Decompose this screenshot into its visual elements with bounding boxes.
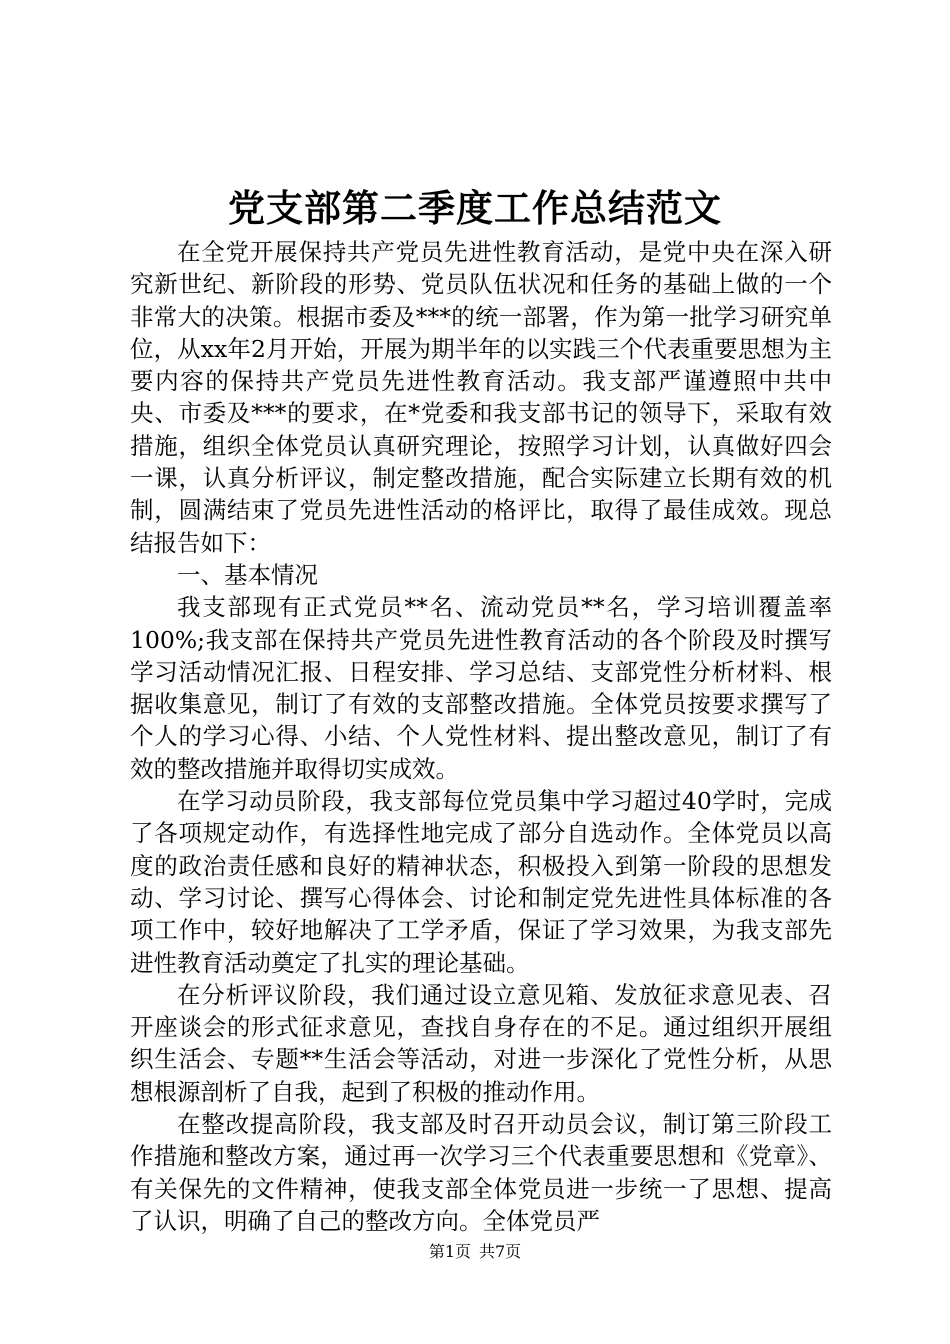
paragraph-analysis-review: 在分析评议阶段，我们通过设立意见箱、发放征求意见表、召开座谈会的形式征求意见，查找自身存在的不足。通过组织开展组织生活会、专题**生活会等活动，对进一步深化了党性分析，从思想根源剖析了自我，起到了积极的推动作用。 [130, 980, 832, 1106]
paragraph-rectification: 在整改提高阶段，我支部及时召开动员会议，制订第三阶段工作措施和整改方案，通过再一次学习三个代表重要思想和《党章》、有关保先的文件精神，使我支部全体党员进一步统一了思想、提高了认识，明确了自己的整改方向。全体党员严 [130, 1110, 832, 1235]
page-number: 第1页 [428, 1242, 471, 1261]
paragraph-membership: 我支部现有正式党员**名、流动党员**名，学习培训覆盖率100%;我支部在保持共产党员先进性教育活动的各个阶段及时撰写学习活动情况汇报、日程安排、学习总结、支部党性分析材料、根据收集意见，制订了有效的支部整改措施。全体党员按要求撰写了个人的学习心得、小结、个人党性材料、提出整改意见，制订了有效的整改措施并取得切实成效。 [130, 593, 832, 783]
paragraph-study-mobilization: 在学习动员阶段，我支部每位党员集中学习超过40学时，完成了各项规定动作，有选择性地完成了部分自选动作。全体党员以高度的政治责任感和良好的精神状态，积极投入到第一阶段的思想发动、学习讨论、撰写心得体会、讨论和制定党先进性具体标准的各项工作中，较好地解决了工学矛盾，保证了学习效果，为我支部先进性教育活动奠定了扎实的理论基础。 [130, 787, 832, 977]
page-footer [0, 1241, 950, 1263]
document-body [130, 236, 832, 1237]
page-total: 共7页 [479, 1242, 522, 1261]
paragraph-intro: 在全党开展保持共产党员先进性教育活动，是党中央在深入研究新世纪、新阶段的形势、党员队伍状况和任务的基础上做的一个非常大的决策。根据市委及***的统一部署，作为第一批学习研究单位，从xx年2月开始，开展为期半年的以实践三个代表重要思想为主要内容的保持共产党员先进性教育活动。我支部严谨遵照中共中央、市委及***的要求，在*党委和我支部书记的领导下，采取有效措施，组织全体党员认真研究理论，按照学习计划，认真做好四会一课，认真分析评议，制定整改措施，配合实际建立长期有效的机制，圆满结束了党员先进性活动的格评比，取得了最佳成效。现总结报告如下： [130, 238, 832, 557]
document-title: 党支部第二季度工作总结范文 [228, 186, 722, 230]
section-heading-basic-situation: 一、基本情况 [177, 560, 318, 589]
